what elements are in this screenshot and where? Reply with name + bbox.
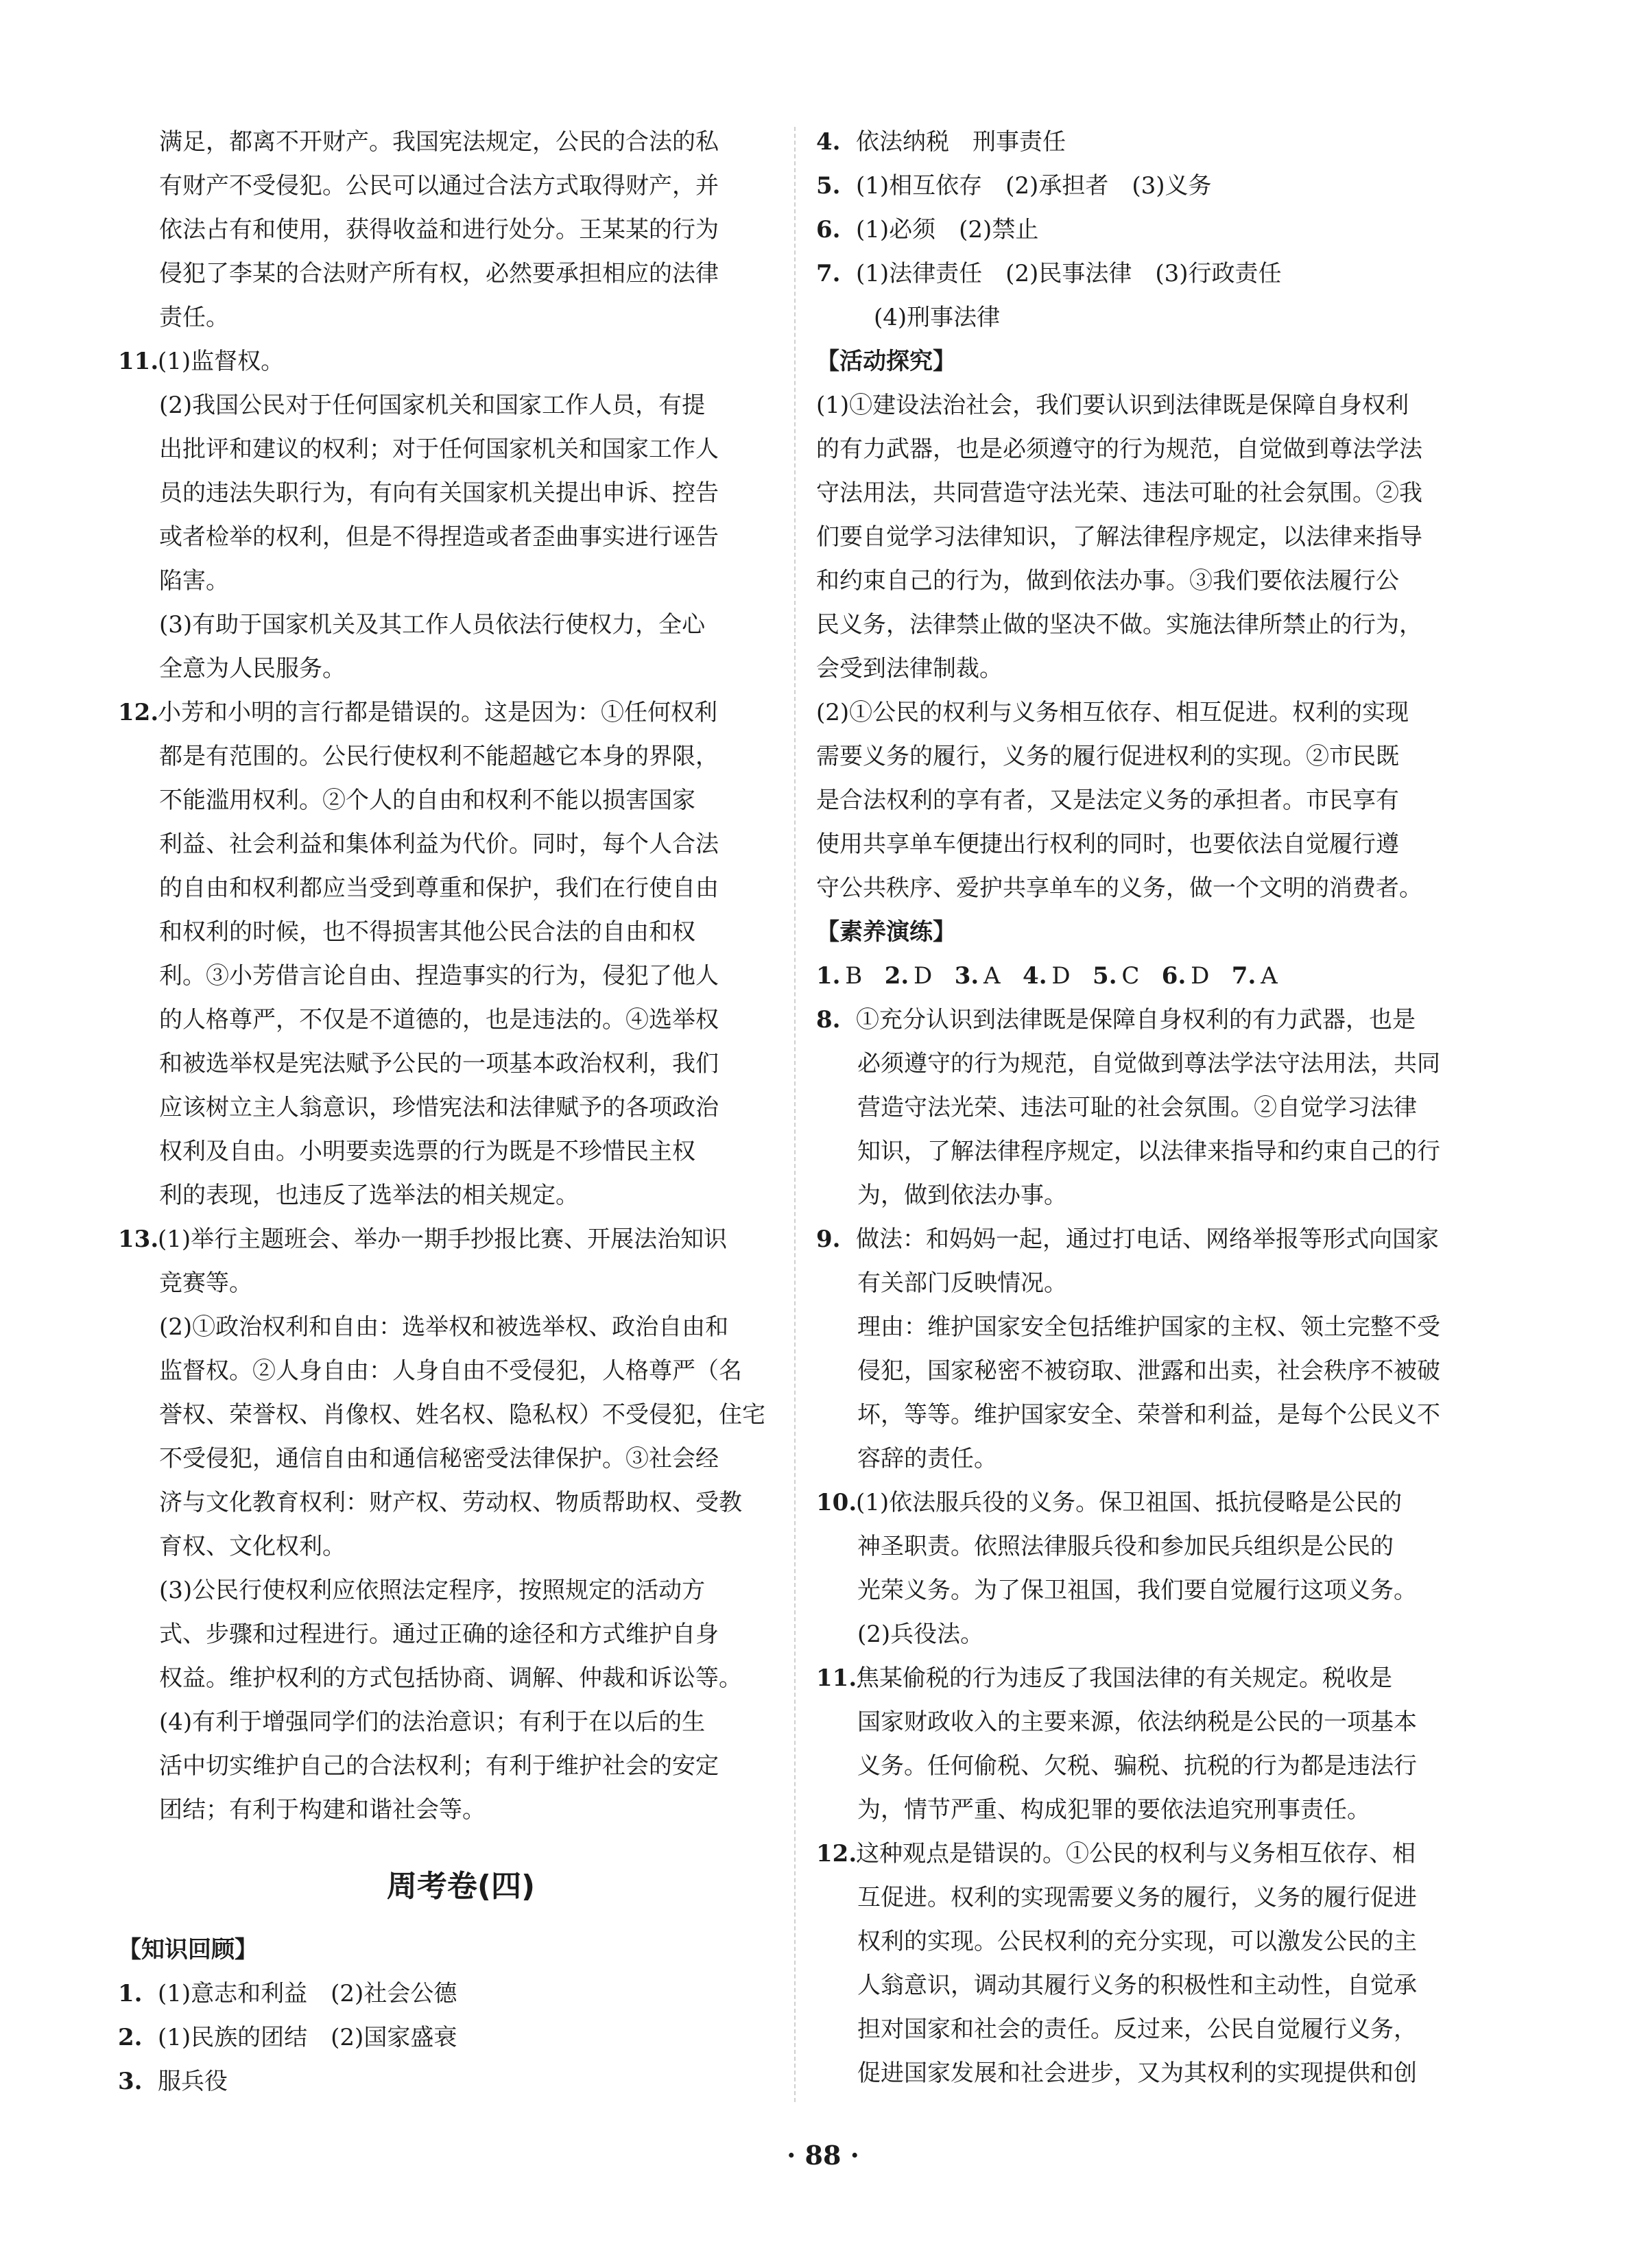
answer-text: (1)法律责任 (2)民事法律 (3)行政责任 [856, 260, 1282, 287]
text-line: 育权、文化权利。 [159, 1533, 346, 1560]
answer-13 [118, 1217, 804, 1832]
text-line: 这种观点是错误的。①公民的权利与义务相互依存、相 [856, 1840, 1416, 1867]
question-number: 3. [118, 2068, 143, 2095]
answer-text: (1)意志和利益 (2)社会公德 [158, 1980, 457, 2007]
text-line: 的自由和权利都应当受到尊重和保护，我们在行使自由 [159, 874, 719, 902]
text-line: 或者检举的权利，但是不得捏造或者歪曲事实进行诬告 [159, 523, 719, 551]
text-line: 营造守法光荣、违法可耻的社会氛围。②自觉学习法律 [857, 1094, 1417, 1121]
text-line: 为，情节严重、构成犯罪的要依法追究刑事责任。 [857, 1796, 1370, 1824]
answer-letter: A [1261, 962, 1278, 990]
text-line: (4)有利于增强同学们的法治意识；有利于在以后的生 [159, 1708, 706, 1736]
text-line: 满足，都离不开财产。我国宪法规定，公民的合法的私 [159, 128, 719, 156]
right-column [816, 120, 1535, 2095]
text-line: 坏，等等。维护国家安全、荣誉和利益，是每个公民义不 [857, 1401, 1440, 1429]
answer-9 [816, 1217, 1535, 1481]
text-line: 和权利的时候，也不得损害其他公民合法的自由和权 [159, 918, 695, 946]
text-line: 利的表现，也违反了选举法的相关规定。 [159, 1182, 579, 1209]
text-line: (2)我国公民对于任何国家机关和国家工作人员，有提 [159, 392, 706, 419]
question-number: 2. [884, 962, 909, 990]
text-line: (2)①政治权利和自由：选举权和被选举权、政治自由和 [159, 1313, 729, 1341]
answer-text: 依法纳税 刑事责任 [856, 128, 1066, 156]
question-number: 4. [1023, 962, 1047, 990]
question-number: 10. [816, 1489, 857, 1516]
text-line: 会受到法律制裁。 [816, 655, 1003, 682]
question-number: 1. [118, 1980, 143, 2007]
question-number: 11. [816, 1664, 857, 1692]
text-line: 员的违法失职行为，有向有关国家机关提出申诉、控告 [159, 479, 719, 507]
question-number: 9. [816, 1226, 841, 1253]
text-line: (1)举行主题班会、举办一期手抄报比赛、开展法治知识 [158, 1226, 728, 1253]
text-line: 都是有范围的。公民行使权利不能超越它本身的界限， [159, 743, 719, 770]
question-number: 4. [816, 128, 841, 156]
section-header-activity: 【活动探究】 [816, 348, 956, 375]
text-line: 和被选举权是宪法赋予公民的一项基本政治权利，我们 [159, 1050, 719, 1077]
text-line: 促进国家发展和社会进步，又为其权利的实现提供和创 [857, 2060, 1417, 2087]
section-title: 周考卷(四) [386, 1869, 536, 1904]
answer-12 [118, 691, 804, 1217]
text-line: 担对国家和社会的责任。反过来，公民自觉履行义务， [857, 2016, 1417, 2043]
question-number: 8. [816, 1006, 841, 1034]
text-line: 济与文化教育权利：财产权、劳动权、物质帮助权、受教 [159, 1489, 742, 1516]
page-number: · 88 · [787, 2140, 859, 2171]
question-number: 6. [816, 216, 841, 243]
text-line: (3)有助于国家机关及其工作人员依法行使权力，全心 [159, 611, 706, 638]
answer-letter: D [914, 962, 933, 990]
text-line: 光荣义务。为了保卫祖国，我们要自觉履行这项义务。 [857, 1577, 1417, 1604]
question-number: 5. [1093, 962, 1117, 990]
question-number: 7. [1231, 962, 1256, 990]
text-line: 监督权。②人身自由：人身自由不受侵犯，人格尊严（名 [159, 1357, 742, 1385]
question-number: 2. [118, 2024, 143, 2051]
text-line: 侵犯，国家秘密不被窃取、泄露和出卖，社会秩序不被破 [857, 1357, 1440, 1385]
text-line: 侵犯了李某的合法财产所有权，必然要承担相应的法律 [159, 260, 719, 287]
text-line: 理由：维护国家安全包括维护国家的主权、领土完整不受 [857, 1313, 1440, 1341]
text-line: 的人格尊严，不仅是不道德的，也是违法的。④选举权 [159, 1006, 719, 1034]
text-line: (2)兵役法。 [857, 1621, 984, 1648]
text-line: 守公共秩序、爱护共享单车的义务，做一个文明的消费者。 [816, 874, 1422, 902]
text-line: 使用共享单车便捷出行权利的同时，也要依法自觉履行遵 [816, 831, 1399, 858]
text-line: 互促进。权利的实现需要义务的履行，义务的履行促进 [857, 1884, 1417, 1911]
answer-text: (1)必须 (2)禁止 [856, 216, 1039, 243]
text-line: 小芳和小明的言行都是错误的。这是因为：①任何权利 [158, 699, 717, 726]
text-line: 守法用法，共同营造守法光荣、违法可耻的社会氛围。②我 [816, 479, 1422, 507]
text-line: 神圣职责。依照法律服兵役和参加民兵组织是公民的 [857, 1533, 1394, 1560]
multiple-choice-answers [816, 954, 1535, 998]
text-line: 全意为人民服务。 [159, 655, 346, 682]
text-line: 是合法权利的享有者，又是法定义务的承担者。市民享有 [816, 787, 1399, 814]
answer-letter: D [1051, 962, 1071, 990]
text-line: 需要义务的履行，义务的履行促进权利的实现。②市民既 [816, 743, 1399, 770]
text-line: 权利及自由。小明要卖选票的行为既是不珍惜民主权 [159, 1138, 695, 1165]
text-line: 的有力武器，也是必须遵守的行为规范，自觉做到尊法学法 [816, 435, 1422, 463]
text-line: 责任。 [159, 304, 229, 331]
question-number: 6. [1161, 962, 1186, 990]
text-line: 不受侵犯，通信自由和通信秘密受法律保护。③社会经 [159, 1445, 719, 1472]
text-line: 利益、社会利益和集体利益为代价。同时，每个人合法 [159, 831, 719, 858]
answer-8 [816, 998, 1535, 1217]
text-line: (2)①公民的权利与义务相互依存、相互促进。权利的实现 [816, 699, 1409, 726]
text-line: (1)依法服兵役的义务。保卫祖国、抵抗侵略是公民的 [856, 1489, 1403, 1516]
text-line: 有财产不受侵犯。公民可以通过合法方式取得财产，并 [159, 172, 719, 200]
text-line: 民义务，法律禁止做的坚决不做。实施法律所禁止的行为， [816, 611, 1422, 638]
question-number: 13. [118, 1226, 159, 1253]
text-line: 们要自觉学习法律知识，了解法律程序规定，以法律来指导 [816, 523, 1422, 551]
question-number: 12. [118, 699, 159, 726]
answer-text: (4)刑事法律 [874, 304, 1001, 331]
text-line: 知识，了解法律程序规定，以法律来指导和约束自己的行 [857, 1138, 1440, 1165]
text-line: 权益。维护权利的方式包括协商、调解、仲裁和诉讼等。 [159, 1664, 742, 1692]
question-number: 12. [816, 1840, 857, 1867]
text-line: 利。③小芳借言论自由、捏造事实的行为，侵犯了他人 [159, 962, 719, 990]
text-line: 依法占有和使用，获得收益和进行处分。王某某的行为 [159, 216, 719, 243]
answer-letter: D [1191, 962, 1210, 990]
activity-answer [816, 383, 1535, 910]
text-line: (3)公民行使权利应依照法定程序，按照规定的活动方 [159, 1577, 706, 1604]
question-number: 3. [954, 962, 979, 990]
text-line: 必须遵守的行为规范，自觉做到尊法学法守法用法，共同 [857, 1050, 1440, 1077]
text-line: 有关部门反映情况。 [857, 1269, 1067, 1297]
answer-11 [816, 1656, 1535, 1832]
section-header-practice: 【素养演练】 [816, 918, 956, 946]
question-number: 7. [816, 260, 841, 287]
answer-text: (1)民族的团结 (2)国家盛衰 [158, 2024, 457, 2051]
answer-12 [816, 1832, 1535, 2095]
text-line: 容辞的责任。 [857, 1445, 997, 1472]
question-number: 5. [816, 172, 841, 200]
text-line: ①充分认识到法律既是保障自身权利的有力武器，也是 [856, 1006, 1416, 1034]
answer-text: 服兵役 [158, 2068, 228, 2095]
text-line: 出批评和建议的权利；对于任何国家机关和国家工作人 [159, 435, 719, 463]
section-header-knowledge: 【知识回顾】 [118, 1936, 258, 1963]
text-line: 竞赛等。 [159, 1269, 252, 1297]
left-column [118, 120, 804, 2103]
text-line: 式、步骤和过程进行。通过正确的途径和方式维护自身 [159, 1621, 719, 1648]
text-line: 不能滥用权利。②个人的自由和权利不能以损害国家 [159, 787, 695, 814]
text-line: 陷害。 [159, 567, 229, 595]
question-number: 11. [118, 348, 159, 375]
text-line: 团结；有利于构建和谐社会等。 [159, 1796, 486, 1824]
text-line: (1)①建设法治社会，我们要认识到法律既是保障自身权利 [816, 392, 1409, 419]
text-line: 义务。任何偷税、欠税、骗税、抗税的行为都是违法行 [857, 1752, 1417, 1780]
text-line: 人翁意识，调动其履行义务的积极性和主动性，自觉承 [857, 1972, 1417, 1999]
column-divider [794, 127, 796, 2102]
text-line: 誉权、荣誉权、肖像权、姓名权、隐私权）不受侵犯，住宅 [159, 1401, 765, 1429]
question-number: 1. [816, 962, 841, 990]
text-line: 和约束自己的行为，做到依法办事。③我们要依法履行公 [816, 567, 1399, 595]
text-line: 应该树立主人翁意识，珍惜宪法和法律赋予的各项政治 [159, 1094, 719, 1121]
text-line: 焦某偷税的行为违反了我国法律的有关规定。税收是 [856, 1664, 1392, 1692]
text-line: 为，做到依法办事。 [857, 1182, 1067, 1209]
text-line: 权利的实现。公民权利的充分实现，可以激发公民的主 [857, 1928, 1417, 1955]
answer-letter: C [1121, 962, 1140, 990]
text-line: (1)监督权。 [158, 348, 285, 375]
text-line: 活中切实维护自己的合法权利；有利于维护社会的安定 [159, 1752, 719, 1780]
text-line: 国家财政收入的主要来源，依法纳税是公民的一项基本 [857, 1708, 1417, 1736]
answer-text: (1)相互依存 (2)承担者 (3)义务 [856, 172, 1212, 200]
answer-letter: B [845, 962, 863, 990]
text-line: 做法：和妈妈一起，通过打电话、网络举报等形式向国家 [856, 1226, 1439, 1253]
answer-10-continued [118, 120, 804, 339]
answer-10 [816, 1481, 1535, 1656]
answer-11 [118, 339, 804, 691]
answer-letter: A [983, 962, 1001, 990]
